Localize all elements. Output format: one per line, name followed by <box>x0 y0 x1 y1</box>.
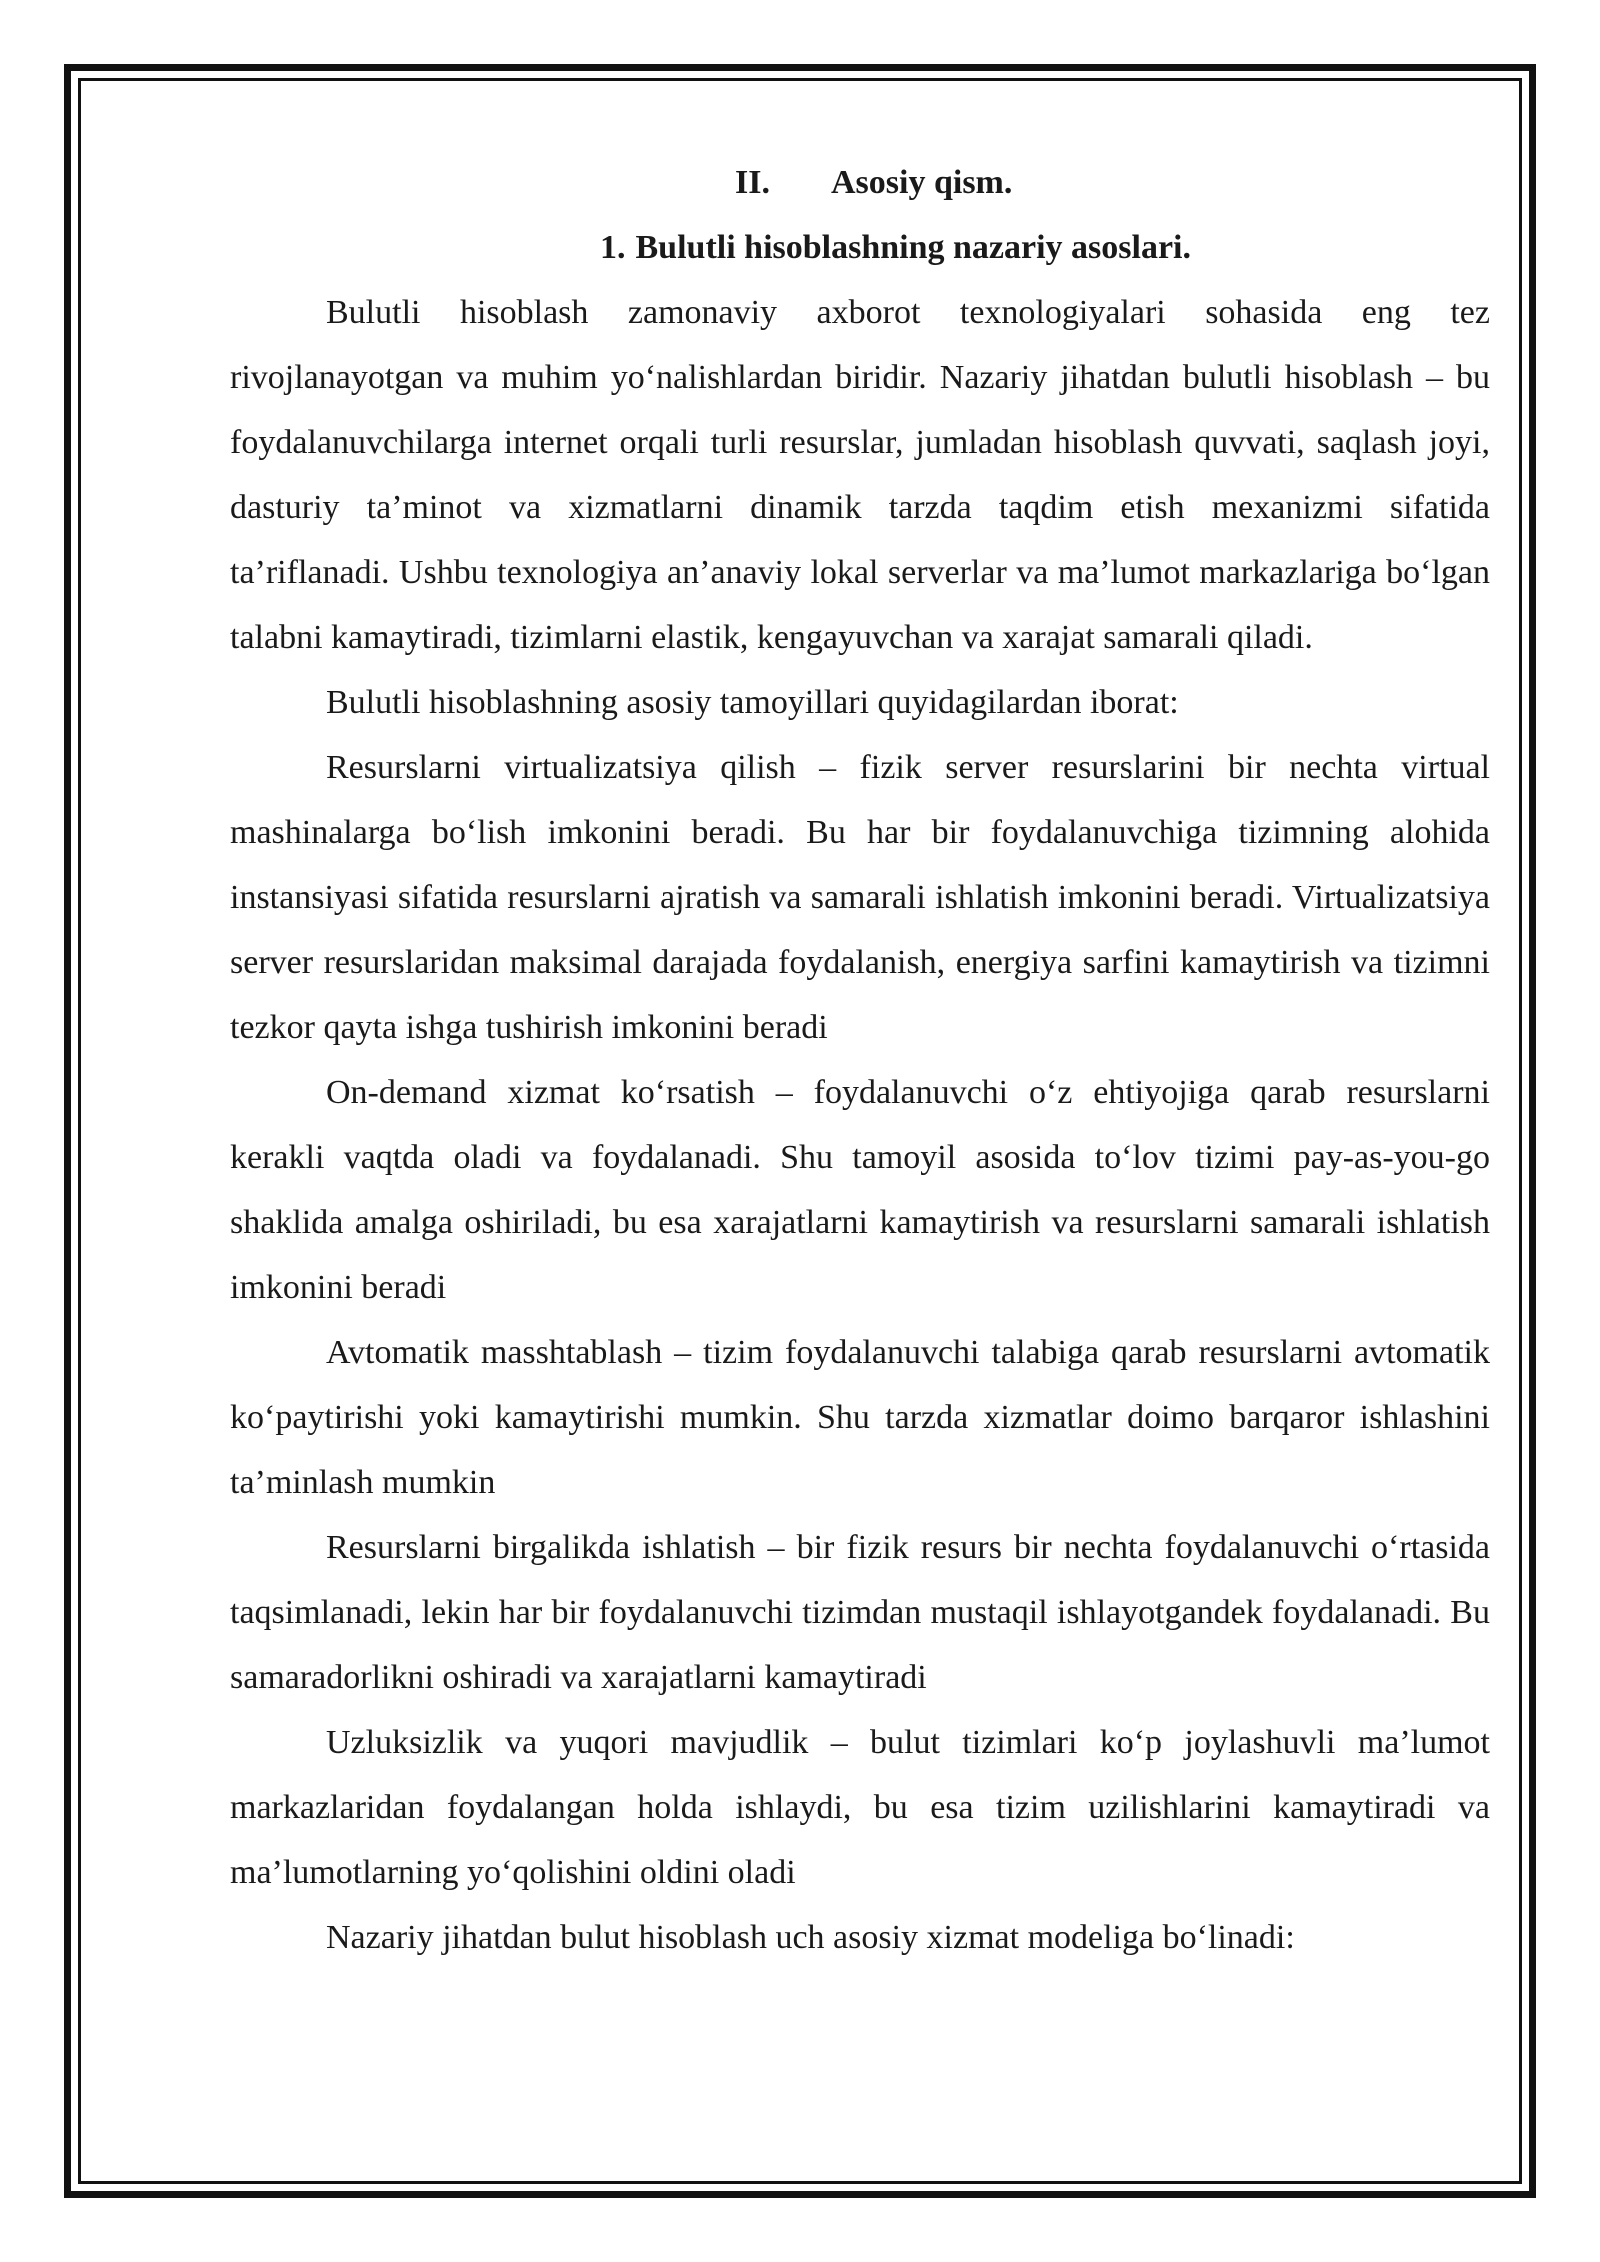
section-title: Asosiy qism. <box>831 164 1013 201</box>
paragraph-resource-pooling: Resurslarni birgalikda ishlatish – bir fizik resurs bir nechta foydalanuvchi o‘rtasida taqsimlanadi, lekin har bir foydalanuvchi tizimdan mustaqil ishlayotgandek foydalanadi. Bu samaradorlikni oshiradi va xarajatlarni kamaytiradi <box>230 1529 1490 1696</box>
document-body <box>230 150 1490 1970</box>
subsection-heading <box>230 215 1490 280</box>
section-heading <box>230 150 1490 215</box>
paragraph-virtualization: Resurslarni virtualizatsiya qilish – fizik server resurslarini bir nechta virtual mashinalarga bo‘lish imkonini beradi. Bu har bir foydalanuvchiga tizimning alohida instansiyasi sifatida resurslarni ajratish va samarali ishlatish imkonini beradi. Virtualizatsiya server resurslaridan maksimal darajada foydalanish, energiya sarfini kamaytirish va tizimni tezkor qayta ishga tushirish imkonini beradi <box>230 749 1490 1046</box>
paragraph-service-models-lead: Nazariy jihatdan bulut hisoblash uch asosiy xizmat modeliga bo‘linadi: <box>326 1919 1295 1956</box>
subsection-number: 1. <box>600 229 626 266</box>
section-number: II. <box>735 164 770 201</box>
subsection-title: Bulutli hisoblashning nazariy asoslari. <box>635 229 1191 266</box>
paragraph-intro: Bulutli hisoblash zamonaviy axborot texnologiyalari sohasida eng tez rivojlanayotgan va muhim yo‘nalishlardan biridir. Nazariy jihatdan bulutli hisoblash – bu foydalanuvchilarga internet orqali turli resurslar, jumladan hisoblash quvvati, saqlash joyi, dasturiy ta’minot va xizmatlarni dinamik tarzda taqdim etish mexanizmi sifatida ta’riflanadi. Ushbu texnologiya an’anaviy lokal serverlar va ma’lumot markazlariga bo‘lgan talabni kamaytiradi, tizimlarni elastik, kengayuvchan va xarajat samarali qiladi. <box>230 294 1490 656</box>
paragraph-auto-scaling: Avtomatik masshtablash – tizim foydalanuvchi talabiga qarab resurslarni avtomatik ko‘paytirishi yoki kamaytirishi mumkin. Shu tarzda xizmatlar doimo barqaror ishlashini ta’minlash mumkin <box>230 1334 1490 1501</box>
paragraph-high-availability: Uzluksizlik va yuqori mavjudlik – bulut tizimlari ko‘p joylashuvli ma’lumot markazlaridan foydalangan holda ishlaydi, bu esa tizim uzilishlarini kamaytiradi va ma’lumotlarning yo‘qolishini oldini oladi <box>230 1724 1490 1891</box>
paragraph-principles-lead: Bulutli hisoblashning asosiy tamoyillari quyidagilardan iborat: <box>326 684 1179 721</box>
paragraph-on-demand: On-demand xizmat ko‘rsatish – foydalanuvchi o‘z ehtiyojiga qarab resurslarni kerakli vaqtda oladi va foydalanadi. Shu tamoyil asosida to‘lov tizimi pay-as-you-go shaklida amalga oshiriladi, bu esa xarajatlarni kamaytirish va resurslarni samarali ishlatish imkonini beradi <box>230 1074 1490 1306</box>
